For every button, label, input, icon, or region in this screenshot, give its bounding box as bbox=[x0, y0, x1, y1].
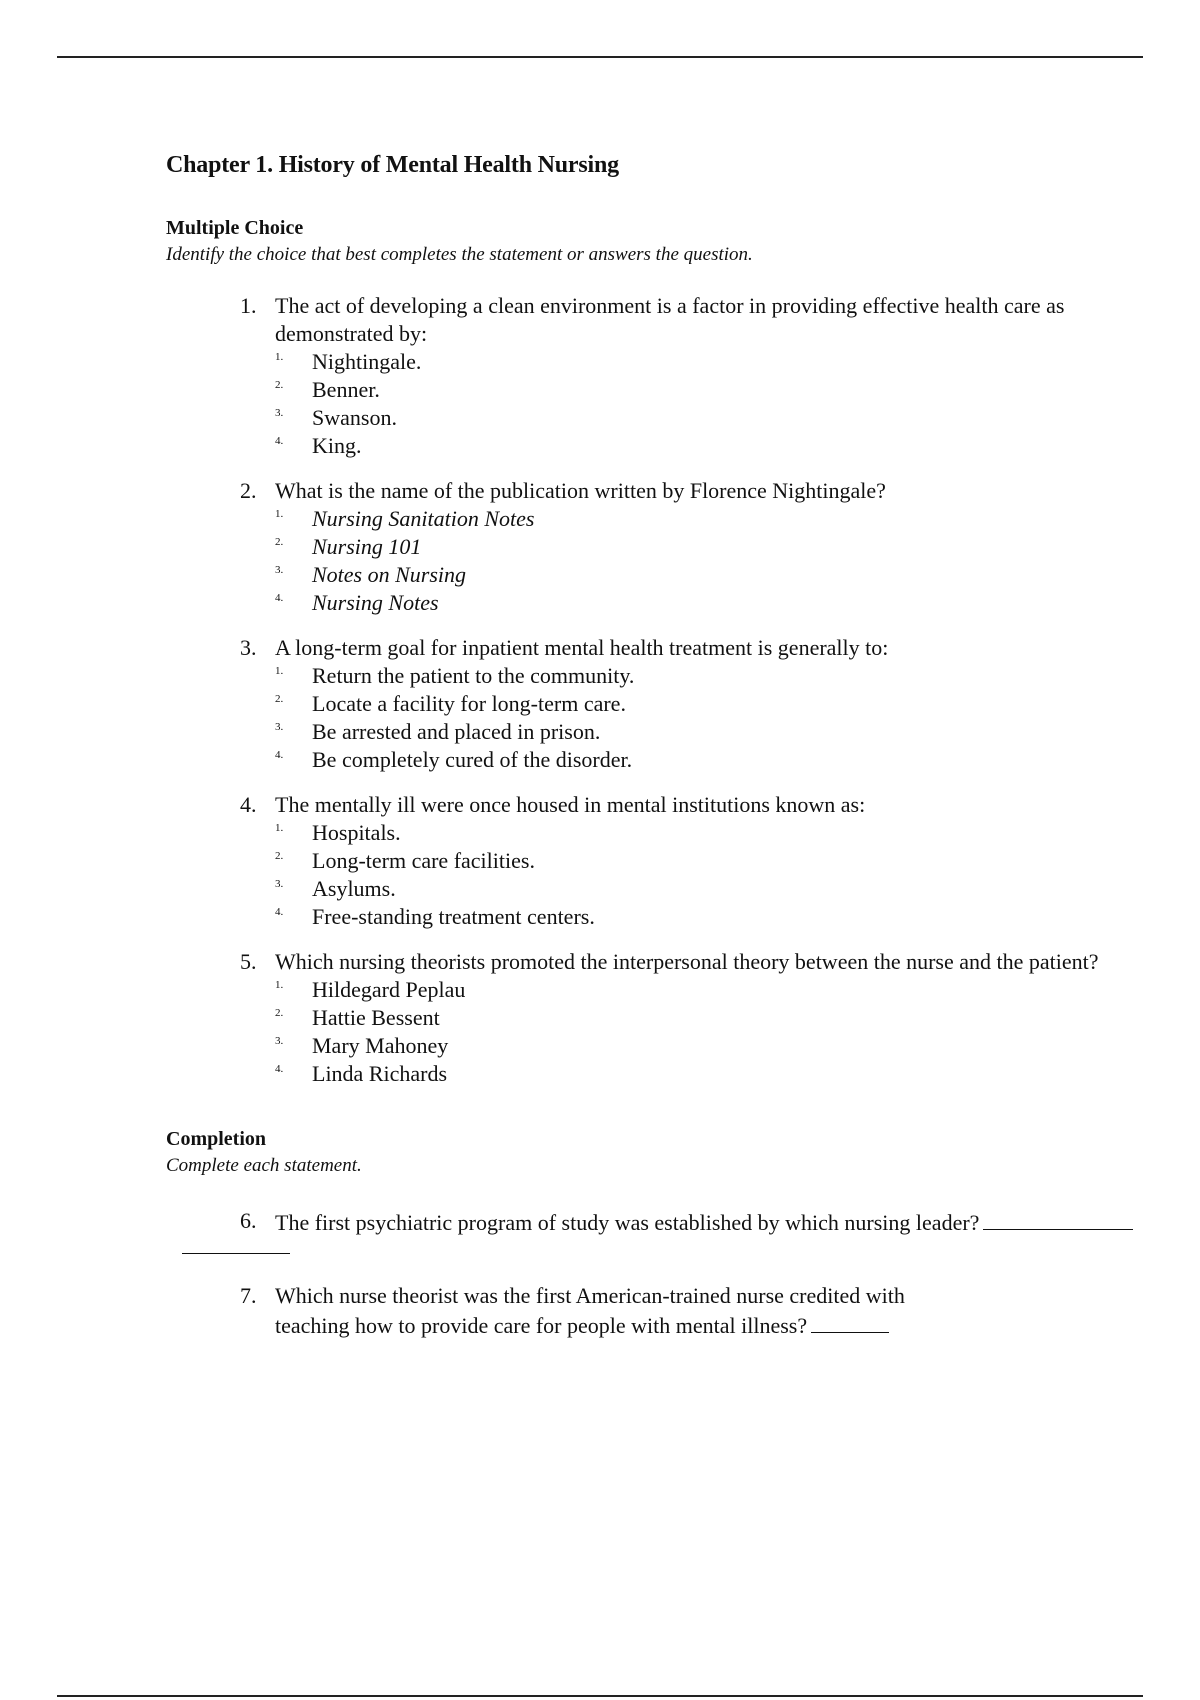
choice-4 bbox=[275, 1060, 1186, 1088]
choice-list bbox=[275, 976, 1186, 1088]
answer-blank-continuation[interactable] bbox=[182, 1239, 290, 1254]
choice-list bbox=[275, 505, 1186, 617]
choice-marker: 1. bbox=[275, 979, 284, 991]
section-instructions-completion: Complete each statement. bbox=[166, 1155, 362, 1176]
multiple-choice-section bbox=[166, 217, 1186, 1088]
choice-marker: 2. bbox=[275, 379, 284, 391]
question-2 bbox=[166, 477, 1186, 617]
question-4 bbox=[166, 791, 1186, 931]
choice-1 bbox=[275, 662, 1186, 690]
choice-text: Nightingale. bbox=[312, 349, 422, 374]
choice-4 bbox=[275, 903, 1186, 931]
question-number: 2. bbox=[240, 478, 257, 503]
top-rule bbox=[57, 56, 1143, 58]
question-5 bbox=[166, 948, 1186, 1088]
choice-marker: 3. bbox=[275, 878, 284, 890]
choice-marker: 1. bbox=[275, 665, 284, 677]
completion-list bbox=[166, 1207, 1186, 1340]
choice-text: Locate a facility for long-term care. bbox=[312, 691, 626, 716]
choice-3 bbox=[275, 1032, 1186, 1060]
choice-marker: 4. bbox=[275, 592, 284, 604]
question-text-content: The first psychiatric program of study was established by which nursing leader? bbox=[275, 1210, 980, 1235]
choice-4 bbox=[275, 746, 1186, 774]
choice-text: Nursing Notes bbox=[312, 590, 439, 615]
choice-text: King. bbox=[312, 433, 362, 458]
choice-3 bbox=[275, 561, 1186, 589]
choice-3 bbox=[275, 875, 1186, 903]
question-number: 3. bbox=[240, 635, 257, 660]
choice-marker: 2. bbox=[275, 850, 284, 862]
question-7 bbox=[166, 1282, 1186, 1340]
choice-list bbox=[275, 662, 1186, 774]
choice-4 bbox=[275, 432, 1186, 460]
choice-text: Mary Mahoney bbox=[312, 1033, 449, 1058]
choice-text: Hildegard Peplau bbox=[312, 977, 466, 1002]
choice-1 bbox=[275, 348, 1186, 376]
choice-text: Notes on Nursing bbox=[312, 562, 467, 587]
choice-marker: 1. bbox=[275, 822, 284, 834]
choice-text: Be arrested and placed in prison. bbox=[312, 719, 601, 744]
choice-marker: 3. bbox=[275, 1035, 284, 1047]
answer-blank[interactable] bbox=[983, 1207, 1133, 1230]
choice-4 bbox=[275, 589, 1186, 617]
question-number: 7. bbox=[240, 1283, 257, 1308]
choice-marker: 3. bbox=[275, 721, 284, 733]
question-number: 1. bbox=[240, 293, 257, 318]
multiple-choice-list bbox=[166, 292, 1186, 1088]
chapter-title: Chapter 1. History of Mental Health Nursing bbox=[166, 152, 619, 178]
question-text bbox=[275, 1282, 975, 1340]
question-text: A long-term goal for inpatient mental health treatment is generally to: bbox=[275, 635, 889, 660]
answer-blank[interactable] bbox=[811, 1310, 889, 1333]
bottom-rule bbox=[57, 1695, 1143, 1697]
choice-text: Return the patient to the community. bbox=[312, 663, 635, 688]
choice-2 bbox=[275, 533, 1186, 561]
choice-marker: 2. bbox=[275, 693, 284, 705]
question-text: The mentally ill were once housed in mental institutions known as: bbox=[275, 792, 866, 817]
section-instructions-multiple-choice: Identify the choice that best completes the statement or answers the question. bbox=[166, 244, 753, 265]
choice-marker: 2. bbox=[275, 536, 284, 548]
choice-marker: 2. bbox=[275, 1007, 284, 1019]
choice-text: Free-standing treatment centers. bbox=[312, 904, 595, 929]
choice-marker: 4. bbox=[275, 1063, 284, 1075]
choice-text: Long-term care facilities. bbox=[312, 848, 535, 873]
choice-text: Hattie Bessent bbox=[312, 1005, 440, 1030]
question-text bbox=[275, 1207, 1186, 1237]
question-1 bbox=[166, 292, 1186, 460]
section-heading-multiple-choice: Multiple Choice bbox=[166, 217, 304, 239]
choice-1 bbox=[275, 976, 1186, 1004]
choice-1 bbox=[275, 505, 1186, 533]
choice-text: Nursing Sanitation Notes bbox=[312, 506, 535, 531]
choice-3 bbox=[275, 718, 1186, 746]
question-text: What is the name of the publication written by Florence Nightingale? bbox=[275, 478, 886, 503]
choice-2 bbox=[275, 376, 1186, 404]
choice-2 bbox=[275, 690, 1186, 718]
choice-text: Asylums. bbox=[312, 876, 396, 901]
choice-marker: 1. bbox=[275, 508, 284, 520]
question-text-content: Which nurse theorist was the first American-trained nurse credited with teaching how to provide care for people with mental illness? bbox=[275, 1283, 905, 1338]
choice-3 bbox=[275, 404, 1186, 432]
choice-text: Hospitals. bbox=[312, 820, 401, 845]
choice-2 bbox=[275, 1004, 1186, 1032]
question-number: 5. bbox=[240, 949, 257, 974]
choice-1 bbox=[275, 819, 1186, 847]
choice-text: Nursing 101 bbox=[312, 534, 422, 559]
choice-text: Linda Richards bbox=[312, 1061, 448, 1086]
choice-marker: 3. bbox=[275, 407, 284, 419]
choice-marker: 4. bbox=[275, 749, 284, 761]
document-content bbox=[166, 152, 1186, 1368]
question-number: 4. bbox=[240, 792, 257, 817]
choice-2 bbox=[275, 847, 1186, 875]
question-text: Which nursing theorists promoted the interpersonal theory between the nurse and the patient? bbox=[275, 949, 1099, 974]
section-heading-completion: Completion bbox=[166, 1128, 266, 1150]
choice-marker: 3. bbox=[275, 564, 284, 576]
choice-text: Swanson. bbox=[312, 405, 397, 430]
choice-marker: 1. bbox=[275, 351, 284, 363]
question-6 bbox=[166, 1207, 1186, 1254]
choice-marker: 4. bbox=[275, 435, 284, 447]
question-3 bbox=[166, 634, 1186, 774]
question-number: 6. bbox=[240, 1208, 257, 1233]
choice-list bbox=[275, 348, 1186, 460]
choice-marker: 4. bbox=[275, 906, 284, 918]
choice-text: Benner. bbox=[312, 377, 380, 402]
choice-list bbox=[275, 819, 1186, 931]
completion-section bbox=[166, 1128, 1186, 1340]
choice-text: Be completely cured of the disorder. bbox=[312, 747, 633, 772]
question-text: The act of developing a clean environment is a factor in providing effective health care as demonstrated by: bbox=[275, 293, 1065, 346]
